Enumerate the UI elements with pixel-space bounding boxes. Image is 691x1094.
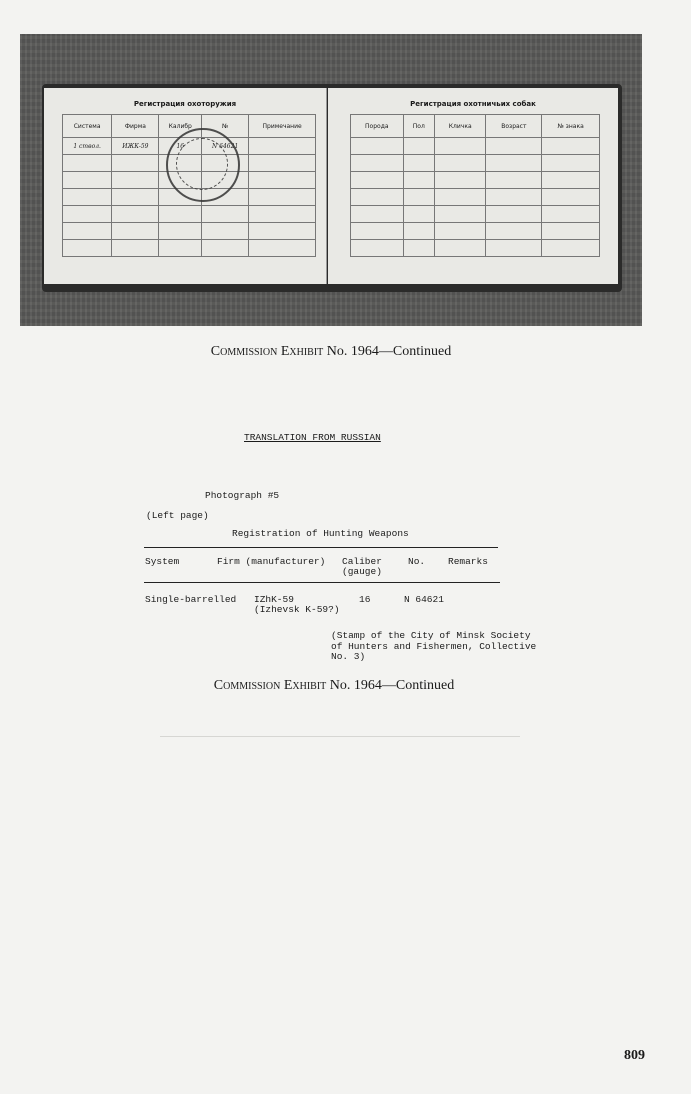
- show-through-rule: [160, 736, 520, 737]
- table-title: Registration of Hunting Weapons: [232, 528, 409, 539]
- photograph-label: Photograph #5: [205, 490, 280, 501]
- header-caliber: Caliber: [342, 556, 382, 567]
- caption-top-suffix: No. 1964—Continued: [326, 344, 452, 359]
- col-system-ru: Система: [63, 115, 112, 138]
- col-caliber-ru: Калибр: [159, 115, 202, 138]
- col-firm-ru: Фирма: [112, 115, 159, 138]
- header-firm: Firm (manufacturer): [217, 556, 326, 567]
- caption-top-prefix: Commission Exhibit: [210, 344, 324, 359]
- col-badge-ru: № знака: [542, 115, 600, 138]
- page-number: 809: [624, 1048, 645, 1063]
- col-breed-ru: Порода: [351, 115, 404, 138]
- handwritten-number: N 64621: [202, 138, 249, 155]
- stamp-note-line-2: of Hunters and Fishermen, Collective: [331, 640, 537, 652]
- header-caliber-gauge: (gauge): [342, 566, 382, 577]
- booklet-left-page: [44, 88, 327, 284]
- right-page-title: Регистрация охотничьих собак: [410, 100, 536, 108]
- row-firm: IZhK-59: [254, 594, 294, 605]
- table-top-rule: [144, 547, 498, 548]
- header-remarks: Remarks: [448, 556, 488, 567]
- caption-bottom-suffix: No. 1964—Continued: [329, 678, 455, 693]
- handwritten-caliber: 16: [159, 138, 202, 155]
- handwritten-system: 1 ствол.: [63, 138, 112, 155]
- row-system: Single-barrelled: [145, 594, 237, 605]
- row-firm-note: (Izhevsk K-59?): [254, 604, 340, 615]
- stamp-note-line-3: No. 3): [331, 651, 366, 662]
- caption-bottom-prefix: Commission Exhibit: [213, 678, 327, 693]
- col-name-ru: Кличка: [435, 115, 486, 138]
- handwritten-firm: ИЖК-59: [112, 138, 159, 155]
- left-page-label: (Left page): [146, 510, 209, 521]
- col-age-ru: Возраст: [486, 115, 542, 138]
- booklet-right-page: [328, 88, 618, 284]
- stamp-note: [331, 631, 536, 663]
- caption-bottom: [0, 678, 668, 694]
- row-caliber: 16: [359, 594, 371, 605]
- col-number-ru: №: [202, 115, 249, 138]
- exhibit-photograph: [20, 34, 642, 326]
- header-number: No.: [408, 556, 426, 567]
- table-header-rule: [144, 582, 500, 583]
- translation-heading: TRANSLATION FROM RUSSIAN: [244, 432, 381, 443]
- header-system: System: [145, 556, 180, 567]
- caption-top: [0, 344, 662, 360]
- col-sex-ru: Пол: [403, 115, 434, 138]
- left-page-title: Регистрация охоторужия: [133, 100, 237, 108]
- dogs-register-grid: [350, 114, 600, 257]
- stamp-note-line-1: (Stamp of the City of Minsk Society: [331, 630, 531, 641]
- registration-booklet: [42, 84, 622, 292]
- col-remarks-ru: Примечание: [249, 115, 316, 138]
- row-number: N 64621: [404, 594, 444, 605]
- society-stamp: [166, 128, 240, 202]
